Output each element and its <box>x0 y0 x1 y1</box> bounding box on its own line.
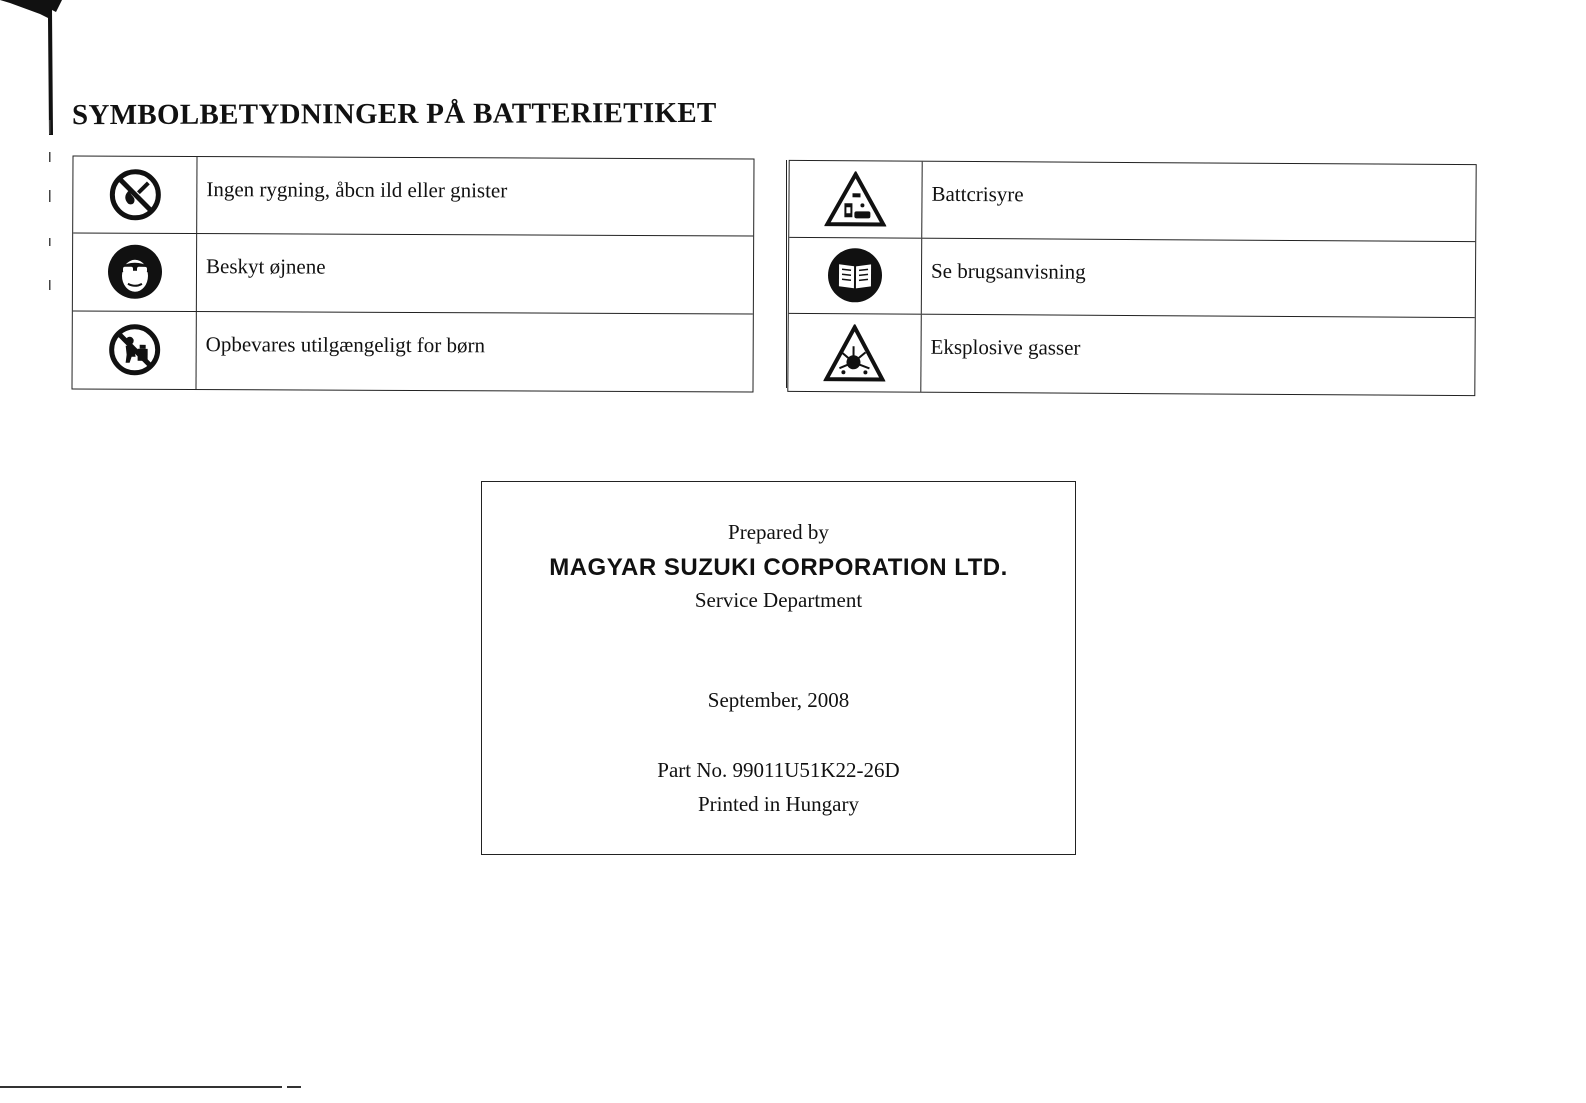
part-number: Part No. 99011U51K22-26D <box>657 758 900 782</box>
symbol-table-right <box>787 160 1476 396</box>
department-name: Service Department <box>694 588 863 612</box>
scan-edge-marks <box>48 120 52 300</box>
symbol-table-left <box>71 156 754 393</box>
table-row <box>73 157 753 237</box>
page-heading: SYMBOLBETYDNINGER PÅ BATTERIETIKET <box>71 96 717 132</box>
eye-protection-icon <box>105 243 163 301</box>
symbol-cell <box>789 238 922 314</box>
no-smoking-flame-spark-icon <box>108 168 162 222</box>
symbol-cell <box>789 161 922 237</box>
read-manual-icon <box>826 247 884 305</box>
table-row <box>73 234 753 314</box>
symbol-meaning: Battcrisyre <box>931 181 1024 207</box>
imprint-box <box>481 481 1076 855</box>
table-row <box>789 238 1475 319</box>
table-row <box>788 314 1474 395</box>
table-row <box>789 161 1475 242</box>
symbol-meaning: Ingen rygning, åbcn ild eller gnister <box>206 177 508 203</box>
symbol-cell <box>72 311 196 389</box>
table-row <box>72 311 752 391</box>
symbol-cell <box>788 314 921 391</box>
footer-rule <box>0 1086 282 1088</box>
symbol-meaning: Beskyt øjnene <box>205 254 326 279</box>
prepared-by-label: Prepared by <box>728 520 829 544</box>
symbol-cell <box>73 234 197 311</box>
explosive-gas-warning-icon <box>823 324 885 382</box>
scan-corner-mark <box>0 0 70 140</box>
symbol-meaning: Se brugsanvisning <box>930 258 1086 284</box>
symbol-meaning: Eksplosive gasser <box>930 335 1081 360</box>
publication-date: September, 2008 <box>707 688 850 712</box>
company-name: MAGYAR SUZUKI CORPORATION LTD. <box>549 554 1008 581</box>
printed-in: Printed in Hungary <box>698 792 859 816</box>
table-divider <box>751 160 787 388</box>
symbol-meaning: Opbevares utilgængeligt for børn <box>205 331 486 357</box>
footer-rule <box>287 1086 301 1088</box>
battery-acid-warning-icon <box>824 171 886 227</box>
symbol-cell <box>73 157 197 234</box>
keep-away-from-children-icon <box>107 323 161 377</box>
